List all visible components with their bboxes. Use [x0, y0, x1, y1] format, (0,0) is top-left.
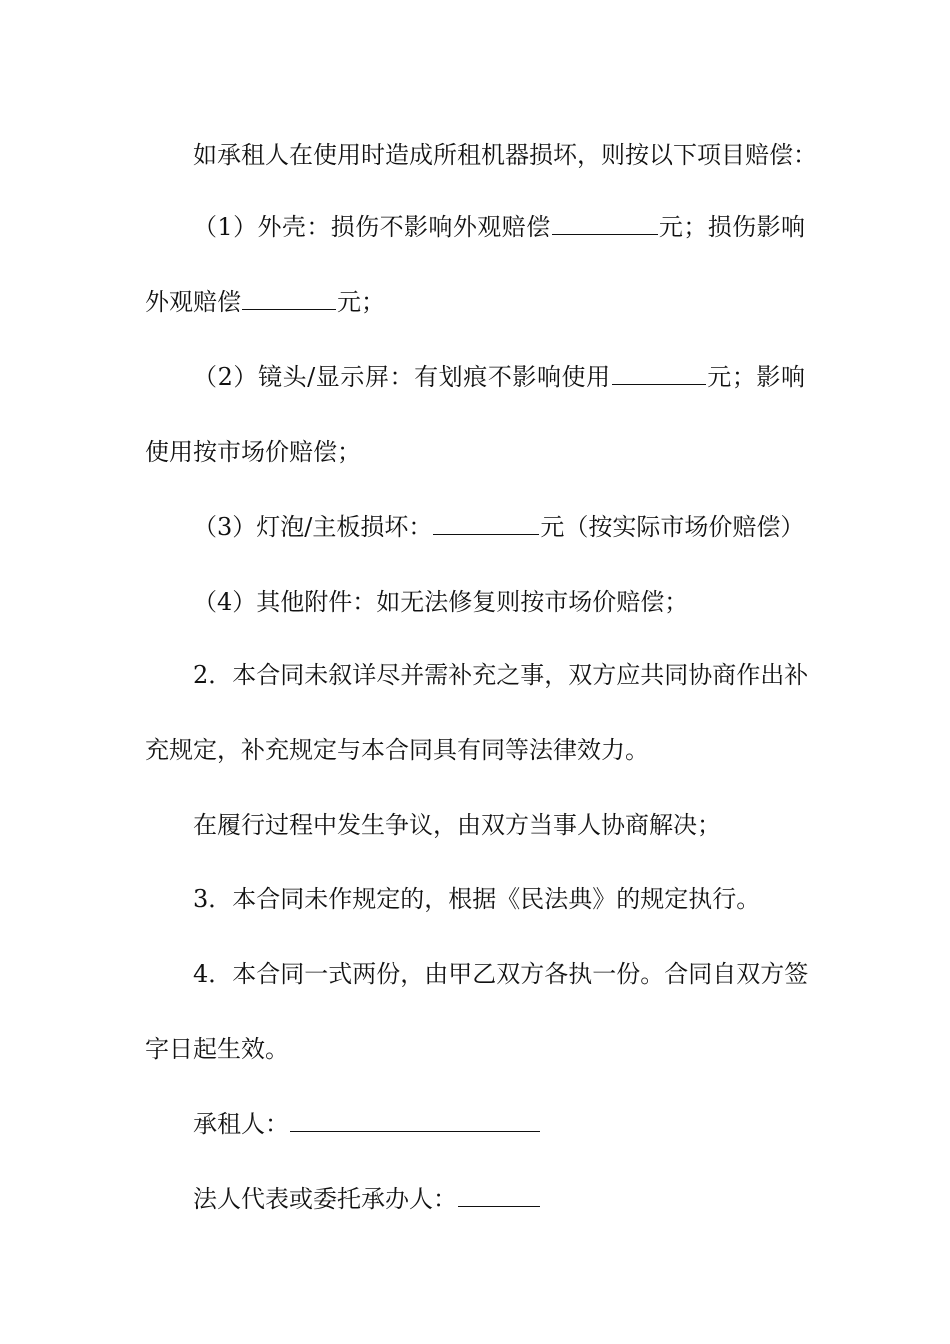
item-4	[193, 587, 805, 617]
text: 元；损伤影响	[658, 213, 805, 241]
text: 4．本合同一式两份，由甲乙双方各执一份。合同自双方签	[193, 960, 809, 988]
text: 3．本合同未作规定的，根据《民法典》的规定执行。	[193, 885, 761, 913]
text: 外观赔偿	[145, 288, 241, 316]
item-3	[193, 512, 805, 542]
blank-field-lessee	[290, 1109, 540, 1132]
text: （2）镜头/显示屏：有划痕不影响使用	[193, 363, 611, 391]
clause-3	[193, 884, 805, 914]
blank-field-shell-minor	[552, 212, 658, 235]
text: 如承租人在使用时造成所租机器损坏，则按以下项目赔偿：	[193, 141, 817, 169]
text: 使用按市场价赔偿；	[145, 438, 361, 466]
dispute-clause	[193, 810, 805, 840]
clause-4-line-2	[145, 1034, 805, 1064]
clause-2-line-2	[145, 735, 805, 765]
text: 法人代表或委托承办人：	[193, 1185, 457, 1213]
item-2-line-2	[145, 437, 805, 467]
item-1-line-2	[145, 287, 805, 317]
text: （3）灯泡/主板损坏：	[193, 513, 433, 541]
blank-field-lens-scratch	[612, 362, 706, 385]
text: 2．本合同未叙详尽并需补充之事，双方应共同协商作出补	[193, 661, 809, 689]
text: 元（按实际市场价赔偿）	[540, 513, 805, 541]
blank-field-shell-major	[242, 287, 336, 310]
clause-2-line-1	[193, 660, 809, 690]
text: （4）其他附件：如无法修复则按市场价赔偿；	[193, 588, 689, 616]
paragraph-damage-intro	[193, 140, 817, 170]
blank-field-representative	[458, 1184, 540, 1207]
item-1-line-1	[193, 212, 805, 242]
item-2-line-1	[193, 362, 805, 392]
lessee-signature-line	[193, 1109, 805, 1139]
text: 元；影响	[706, 363, 806, 391]
text: 在履行过程中发生争议，由双方当事人协商解决；	[193, 811, 721, 839]
text: 承租人：	[193, 1110, 289, 1138]
text: 充规定，补充规定与本合同具有同等法律效力。	[145, 736, 649, 764]
legal-representative-line	[193, 1184, 805, 1214]
text: （1）外壳：损伤不影响外观赔偿	[193, 213, 551, 241]
clause-4-line-1	[193, 959, 809, 989]
blank-field-bulb-board	[433, 512, 539, 535]
text: 元；	[337, 288, 385, 316]
text: 字日起生效。	[145, 1035, 289, 1063]
